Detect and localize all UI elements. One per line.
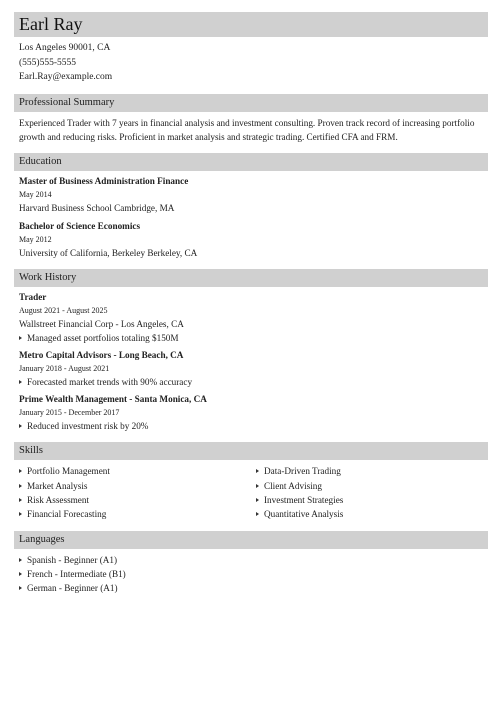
skills-section-header bbox=[14, 442, 488, 460]
bullet-icon bbox=[19, 380, 22, 384]
school: University of California, Berkeley Berkeley, CA bbox=[19, 247, 198, 258]
list-item bbox=[19, 375, 488, 389]
skill: Market Analysis bbox=[27, 480, 88, 491]
skill: Investment Strategies bbox=[264, 494, 344, 505]
job-title: Prime Wealth Management - Santa Monica, CA bbox=[19, 394, 207, 405]
graduation-date: May 2012 bbox=[19, 234, 52, 244]
list-item bbox=[19, 464, 251, 478]
work-section-header bbox=[14, 269, 488, 287]
job-bullets bbox=[14, 419, 488, 433]
skill: Risk Assessment bbox=[27, 494, 90, 505]
bullet-icon bbox=[19, 484, 22, 488]
job-bullets bbox=[14, 331, 488, 345]
language: French - Intermediate (B1) bbox=[27, 568, 126, 579]
education-item bbox=[14, 174, 488, 215]
section-title: Education bbox=[19, 155, 62, 167]
list-item bbox=[256, 507, 488, 521]
skills-list bbox=[14, 464, 488, 521]
bullet-icon bbox=[19, 572, 22, 576]
bullet-text: Reduced investment risk by 20% bbox=[27, 421, 149, 432]
candidate-name: Earl Ray bbox=[19, 14, 83, 34]
section-title: Work History bbox=[19, 271, 77, 283]
list-item bbox=[19, 507, 251, 521]
skill: Data-Driven Trading bbox=[264, 466, 341, 477]
degree: Bachelor of Science Economics bbox=[19, 220, 141, 231]
education-list bbox=[14, 174, 488, 260]
phone: (555)555-5555 bbox=[19, 57, 76, 68]
address: Los Angeles 90001, CA bbox=[19, 43, 111, 53]
skill: Financial Forecasting bbox=[27, 509, 107, 520]
work-list bbox=[14, 290, 488, 434]
list-item bbox=[256, 479, 488, 493]
job-dates: January 2018 - August 2021 bbox=[19, 363, 110, 373]
job-item bbox=[14, 392, 488, 433]
bullet-icon bbox=[19, 586, 22, 590]
job-item bbox=[14, 348, 488, 389]
section-title: Languages bbox=[19, 533, 65, 545]
bullet-icon bbox=[256, 498, 259, 502]
job-title: Trader bbox=[19, 291, 47, 302]
section-title: Skills bbox=[19, 445, 43, 457]
list-item bbox=[19, 493, 251, 507]
list-item bbox=[256, 464, 488, 478]
bullet-text: Forecasted market trends with 90% accuracy bbox=[27, 376, 193, 387]
skills-column-left bbox=[14, 464, 251, 521]
summary-section-header bbox=[14, 94, 488, 112]
bullet-icon bbox=[19, 558, 22, 562]
job-title: Metro Capital Advisors - Long Beach, CA bbox=[19, 349, 184, 360]
bullet-icon bbox=[256, 469, 259, 473]
skills-column-right bbox=[251, 464, 488, 521]
summary-text: Experienced Trader with 7 years in financial analysis and investment consulting. Proven track record of increasing portfolio growth and reducing risks. Proficient in market analysis and strategic trading. Certified CFA and FRM. bbox=[19, 117, 475, 142]
job-dates: August 2021 - August 2025 bbox=[19, 305, 108, 315]
skill: Quantitative Analysis bbox=[264, 509, 344, 520]
bullet-icon bbox=[19, 469, 22, 473]
list-item bbox=[256, 493, 488, 507]
bullet-icon bbox=[19, 512, 22, 516]
languages-list bbox=[14, 553, 488, 596]
language: German - Beginner (A1) bbox=[27, 583, 118, 594]
company: Wallstreet Financial Corp - Los Angeles, CA bbox=[19, 318, 184, 329]
bullet-icon bbox=[256, 484, 259, 488]
job-item bbox=[14, 290, 488, 345]
bullet-icon bbox=[19, 498, 22, 502]
list-item bbox=[19, 553, 488, 567]
list-item bbox=[19, 479, 251, 493]
skill: Client Advising bbox=[264, 480, 322, 491]
graduation-date: May 2014 bbox=[19, 189, 52, 199]
education-item bbox=[14, 219, 488, 260]
skill: Portfolio Management bbox=[27, 466, 110, 477]
list-item bbox=[19, 567, 488, 581]
education-section-header bbox=[14, 153, 488, 171]
section-title: Professional Summary bbox=[19, 96, 115, 108]
resume-page bbox=[14, 12, 488, 595]
contact-info bbox=[14, 41, 488, 85]
school: Harvard Business School Cambridge, MA bbox=[19, 202, 175, 213]
bullet-text: Managed asset portfolios totaling $150M bbox=[27, 332, 179, 343]
bullet-icon bbox=[256, 512, 259, 516]
job-bullets bbox=[14, 375, 488, 389]
bullet-icon bbox=[19, 424, 22, 428]
name-header bbox=[14, 12, 488, 37]
job-dates: January 2015 - December 2017 bbox=[19, 408, 120, 418]
languages-section-header bbox=[14, 531, 488, 549]
list-item bbox=[19, 581, 488, 595]
bullet-icon bbox=[19, 336, 22, 340]
email: Earl.Ray@example.com bbox=[19, 72, 113, 82]
list-item bbox=[19, 331, 488, 345]
degree: Master of Business Administration Finance bbox=[19, 175, 189, 186]
language: Spanish - Beginner (A1) bbox=[27, 554, 118, 565]
list-item bbox=[19, 419, 488, 433]
